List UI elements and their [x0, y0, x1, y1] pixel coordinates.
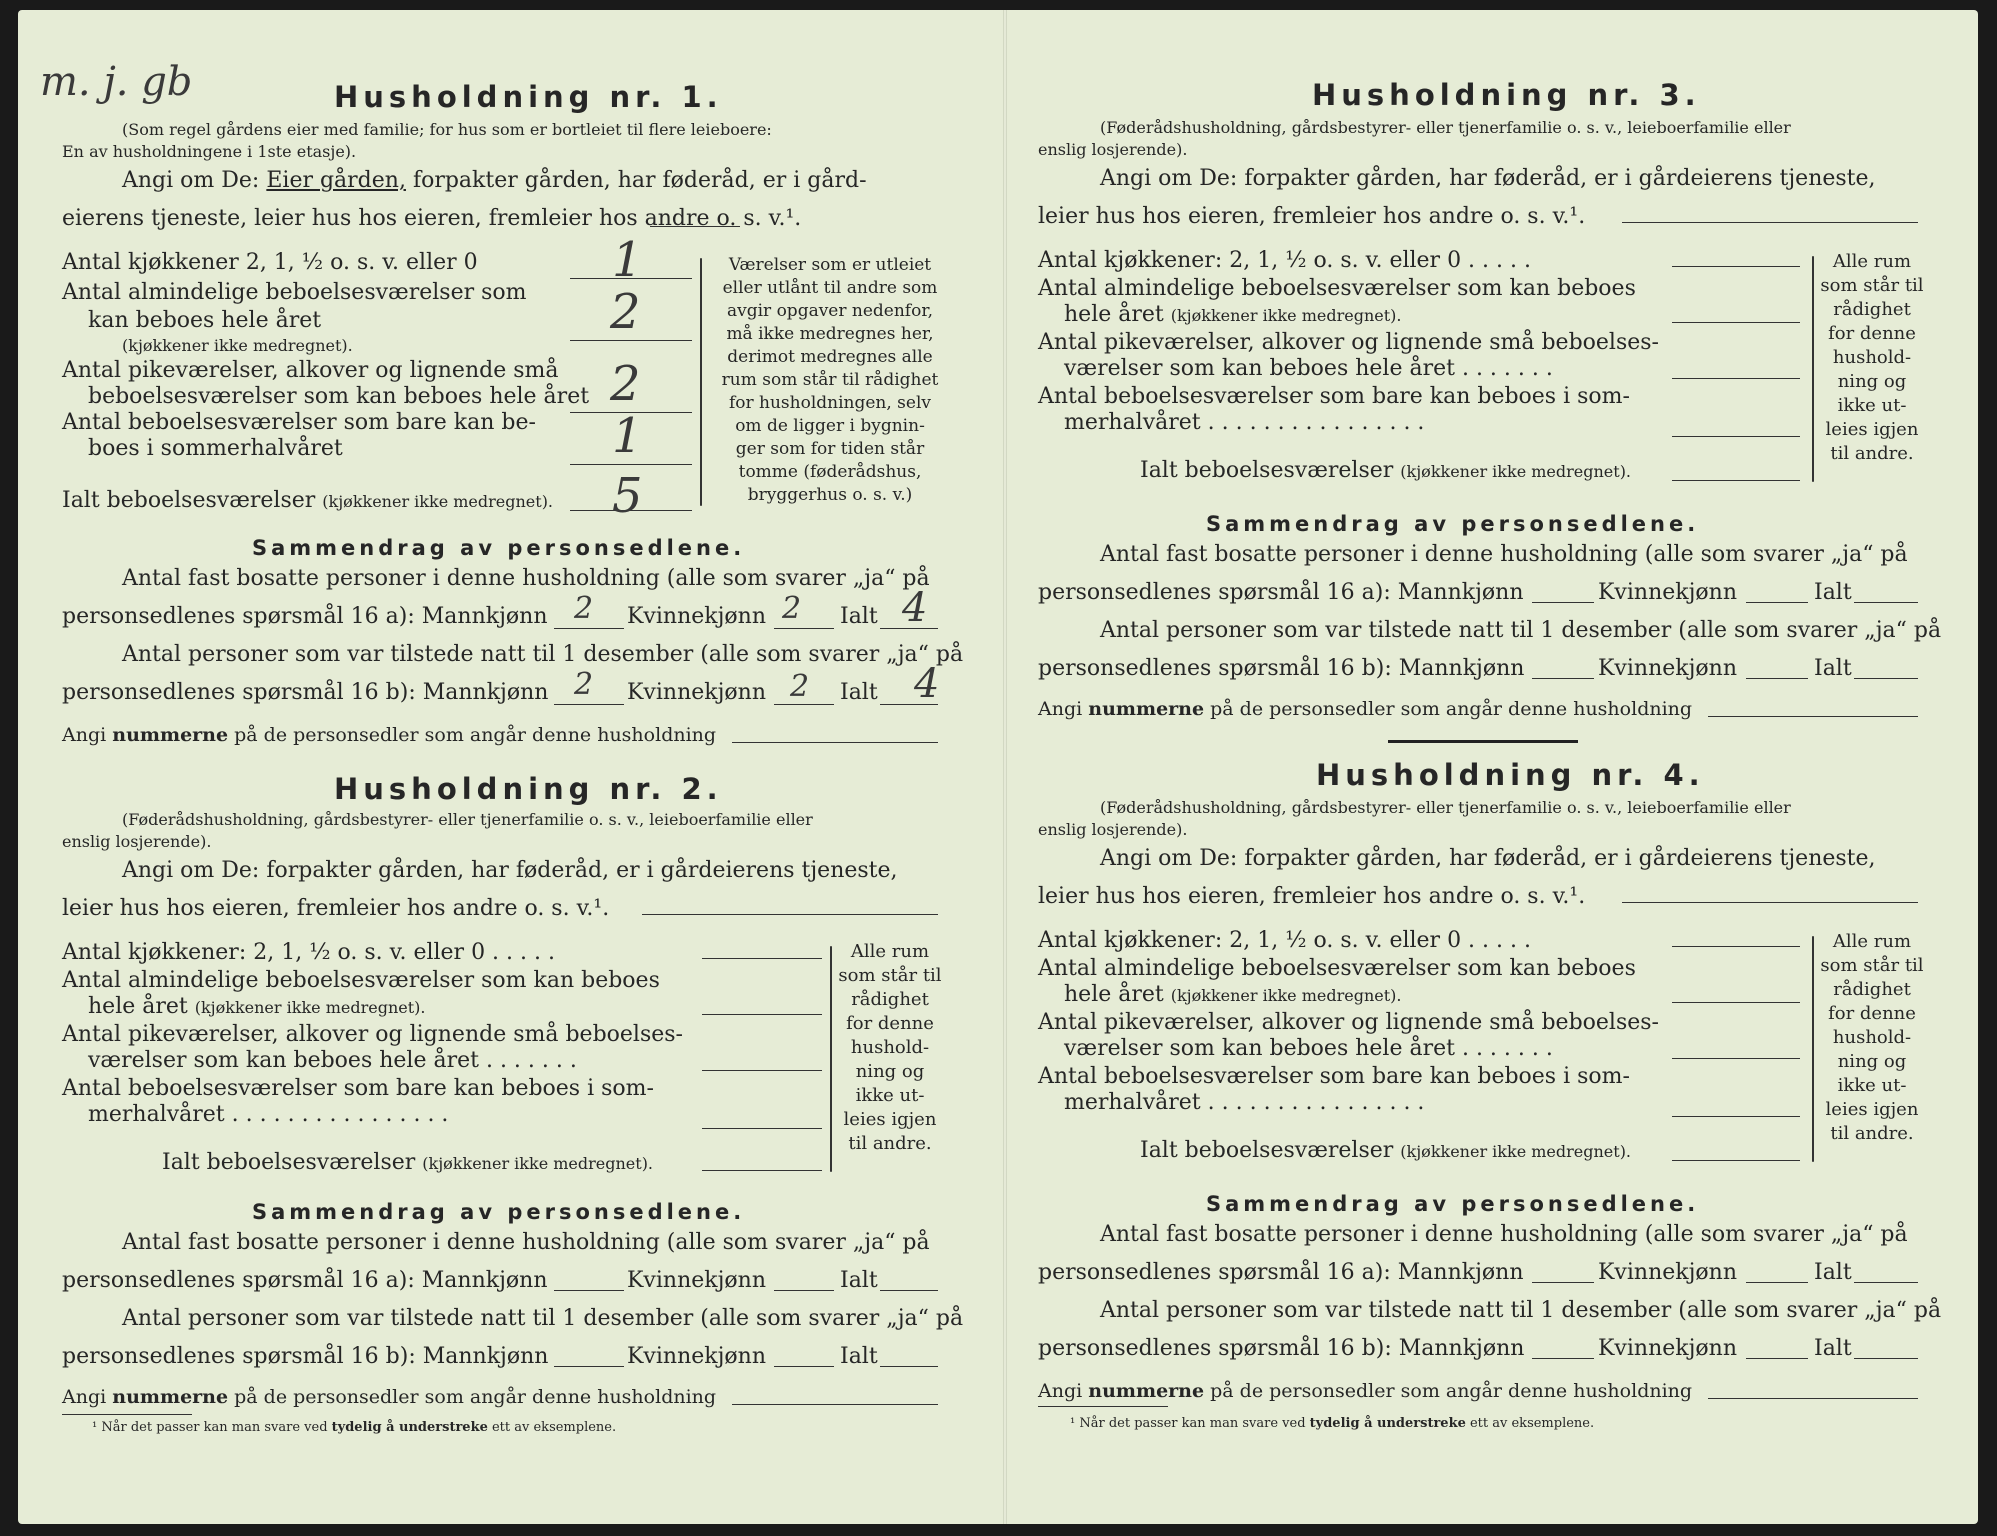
h2-s16a-text: Antal fast bosatte personer i denne husholdning (alle som svarer „ja“ på: [122, 1230, 930, 1255]
h4-line-alm: [1672, 1002, 1800, 1003]
h2-row-sommer-1: Antal beboelsesværelser som bare kan beboes i som-: [62, 1076, 654, 1101]
h2-s16b-kv-label: Kvinnekjønn: [627, 1344, 766, 1369]
h4-side-line: som står til: [1820, 955, 1924, 976]
h2-line-alm: [702, 1014, 822, 1015]
h1-side-line: om de ligger i bygnin-: [735, 416, 925, 436]
h2-brace: [830, 946, 832, 1172]
h1-s16a-ialt-label: Ialt: [840, 604, 878, 629]
h3-angi-2: leier hus hos eieren, fremleier hos andre o. s. v.¹.: [1038, 204, 1586, 229]
h1-s16a-kv-label: Kvinnekjønn: [627, 604, 766, 629]
h4-ialt-row: [1140, 1138, 1631, 1163]
h2-side-line: som står til: [838, 965, 942, 986]
h3-title: Husholdning nr. 3.: [1312, 78, 1701, 112]
footnote-right-pre: ¹ Når det passer kan man svare ved: [1070, 1416, 1310, 1431]
h3-row-alm-1: Antal almindelige beboelsesværelser som kan beboes: [1038, 276, 1636, 301]
h4-row-alm-1: Antal almindelige beboelsesværelser som kan beboes: [1038, 956, 1636, 981]
h4-summary-title: Sammendrag av personsedlene.: [1206, 1192, 1700, 1216]
h4-angi-line: [1622, 902, 1918, 903]
h2-title: Husholdning nr. 2.: [334, 772, 723, 806]
h1-ialt-row: [62, 488, 553, 513]
h1-s16b-kv-label: Kvinnekjønn: [627, 680, 766, 705]
h1-side-line: Værelser som er utleiet: [728, 255, 932, 275]
h4-s16b-ialt-label: Ialt: [1814, 1336, 1852, 1361]
h4-s16b-kv-label: Kvinnekjønn: [1598, 1336, 1737, 1361]
h4-row-kjokkener: Antal kjøkkener: 2, 1, ½ o. s. v. eller 0 . . . . .: [1038, 928, 1531, 953]
h3-s16a-mann-line: [1532, 602, 1594, 603]
h4-angi-2: leier hus hos eieren, fremleier hos andre o. s. v.¹.: [1038, 884, 1586, 909]
footnote-left-bold: tydelig å understreke: [331, 1420, 488, 1435]
h1-s16b-mann-value: 2: [574, 667, 594, 702]
h3-side-line: som står til: [1820, 275, 1924, 296]
h1-s16b-ialt-value: 4: [914, 661, 940, 707]
footnote-right-post: ett av eksemplene.: [1465, 1416, 1595, 1431]
h4-side-line: leies igjen: [1825, 1099, 1919, 1120]
h4-side-note: [1818, 930, 1926, 1146]
h1-s16b-mann-label: personsedlenes spørsmål 16 b): Mannkjønn: [62, 680, 549, 705]
h1-line-alm: [570, 340, 692, 341]
h1-nummerne-line: [732, 742, 938, 743]
h4-s16a-mann-line: [1532, 1282, 1594, 1283]
h4-row-pike-1: Antal pikeværelser, alkover og lignende små beboelses-: [1038, 1010, 1659, 1035]
h2-s16b-ialt-line: [880, 1366, 938, 1367]
h4-side-line: ning og: [1837, 1051, 1907, 1072]
h2-row-alm-2: [88, 994, 425, 1019]
h1-angi-pre: Angi om De:: [122, 168, 267, 193]
left-page: [42, 0, 964, 1510]
h3-s16a-ialt-line: [1854, 602, 1918, 603]
h4-side-line: Alle rum: [1832, 931, 1912, 952]
h1-side-line: tomme (føderådshus,: [738, 462, 922, 482]
h1-s16a-text: Antal fast bosatte personer i denne husholdning (alle som svarer „ja“ på: [122, 566, 930, 591]
h4-nummerne-post: på de personsedler som angår denne husholdning: [1204, 1380, 1693, 1402]
h4-line-pike: [1672, 1058, 1800, 1059]
h2-line-pike: [702, 1070, 822, 1071]
h3-side-note: [1818, 250, 1926, 466]
h3-row-kjokkener: Antal kjøkkener: 2, 1, ½ o. s. v. eller 0 . . . . .: [1038, 248, 1531, 273]
h2-s16a-kv-line: [774, 1290, 834, 1291]
h3-nummerne-line: [1708, 716, 1918, 717]
h3-side-line: rådighet: [1833, 299, 1911, 320]
h1-row-alm-note: (kjøkkener ikke medregnet).: [122, 336, 353, 355]
h2-row-sommer-2: merhalvåret . . . . . . . . . . . . . . . .: [88, 1102, 449, 1127]
h2-side-line: leies igjen: [843, 1109, 937, 1130]
h1-angi-line-2: eierens tjeneste, leier hus hos eieren, fremleier hos andre o. s. v.¹.: [62, 206, 802, 231]
h4-line-kjokkener: [1672, 946, 1800, 947]
h2-row-pike-1: Antal pikeværelser, alkover og lignende små beboelses-: [62, 1022, 683, 1047]
h1-side-line: må ikke medregnes her,: [726, 324, 934, 344]
h1-s16a-kv-value: 2: [782, 591, 802, 626]
page-fold: [1003, 10, 1007, 1524]
h2-ialt-label: Ialt beboelsesværelser: [162, 1150, 416, 1175]
h4-title: Husholdning nr. 4.: [1316, 758, 1705, 792]
h3-s16a-ialt-label: Ialt: [1814, 580, 1852, 605]
h1-nummerne-pre: Angi: [62, 724, 113, 746]
h1-side-line: derimot medregnes alle: [727, 347, 933, 367]
h3-row-alm-note: (kjøkkener ikke medregnet).: [1170, 306, 1402, 325]
h2-intro-1: (Føderådshusholdning, gårdsbestyrer- eller tjenerfamilie o. s. v., leieboerfamilie eller: [122, 810, 813, 829]
h3-row-alm-hele: hele året: [1064, 302, 1164, 327]
h1-row-sommer-2: boes i sommerhalvåret: [88, 436, 343, 461]
h2-angi-line: [642, 914, 938, 915]
h1-angi-eier-underlined: Eier gården,: [266, 168, 406, 193]
h4-side-line: rådighet: [1833, 979, 1911, 1000]
h1-side-line: ger som for tiden står: [735, 439, 925, 459]
h4-row-alm-2: [1064, 982, 1401, 1007]
h1-angi-line-1: [122, 168, 867, 193]
h2-s16a-mann-label: personsedlenes spørsmål 16 a): Mannkjønn: [62, 1268, 548, 1293]
h1-s16b-kv-line: [774, 704, 834, 705]
h1-row-alm-1: Antal almindelige beboelsesværelser som: [62, 280, 527, 305]
h4-line-ialt: [1672, 1160, 1800, 1161]
h4-nummerne-row: [1038, 1380, 1692, 1402]
h4-s16a-kv-label: Kvinnekjønn: [1598, 1260, 1737, 1285]
h3-line-pike: [1672, 378, 1800, 379]
h4-side-line: hushold-: [1832, 1027, 1912, 1048]
h3-ialt-note: (kjøkkener ikke medregnet).: [1400, 462, 1632, 481]
h2-side-line: til andre.: [848, 1133, 932, 1154]
h3-side-line: hushold-: [1832, 347, 1912, 368]
h1-s16a-ialt-value: 4: [902, 585, 928, 631]
h3-side-line: ning og: [1837, 371, 1907, 392]
right-page: [1018, 0, 1942, 1510]
h4-s16b-ialt-line: [1854, 1358, 1918, 1359]
h4-angi-1: Angi om De: forpakter gården, har føderåd, er i gårdeierens tjeneste,: [1100, 846, 1876, 871]
h4-side-line: for denne: [1828, 1003, 1916, 1024]
h4-nummerne-pre: Angi: [1038, 1380, 1089, 1402]
h3-s16a-kv-label: Kvinnekjønn: [1598, 580, 1737, 605]
h2-s16a-ialt-label: Ialt: [840, 1268, 878, 1293]
h1-row-pike-2: beboelsesværelser som kan beboes hele året: [88, 384, 590, 409]
h2-angi-2: leier hus hos eieren, fremleier hos andre o. s. v.¹.: [62, 896, 610, 921]
h1-s16b-kv-value: 2: [790, 669, 810, 704]
h4-side-line: ikke ut-: [1837, 1075, 1907, 1096]
h3-line-kjokkener: [1672, 266, 1800, 267]
h1-side-line: for husholdningen, selv: [728, 393, 932, 413]
h3-s16b-ialt-label: Ialt: [1814, 656, 1852, 681]
h2-side-line: hushold-: [850, 1037, 930, 1058]
h3-line-ialt: [1672, 480, 1800, 481]
h2-row-pike-2: værelser som kan beboes hele året . . . . . . .: [88, 1048, 577, 1073]
h1-s16a-kv-line: [774, 628, 834, 629]
h1-line-sommer: [570, 464, 692, 465]
h1-angi-rest: forpakter gården, har føderåd, er i gård-: [405, 168, 867, 193]
h3-angi-1: Angi om De: forpakter gården, har føderåd, er i gårdeierens tjeneste,: [1100, 166, 1876, 191]
h4-ialt-note: (kjøkkener ikke medregnet).: [1400, 1142, 1632, 1161]
h1-value-sommer: 1: [612, 408, 643, 464]
h4-s16b-mann-label: personsedlenes spørsmål 16 b): Mannkjønn: [1038, 1336, 1525, 1361]
h3-side-line: Alle rum: [1832, 251, 1912, 272]
h4-brace: [1812, 936, 1814, 1162]
h3-ialt-label: Ialt beboelsesværelser: [1140, 458, 1394, 483]
h4-s16b-kv-line: [1746, 1358, 1808, 1359]
h2-s16a-kv-label: Kvinnekjønn: [627, 1268, 766, 1293]
h4-row-alm-hele: hele året: [1064, 982, 1164, 1007]
h3-summary-title: Sammendrag av personsedlene.: [1206, 512, 1700, 536]
h2-row-alm-1: [62, 968, 660, 993]
h1-ialt-label: Ialt beboelsesværelser: [62, 488, 316, 513]
h2-side-line: ikke ut-: [855, 1085, 925, 1106]
h2-nummerne-row: [62, 1386, 716, 1408]
h1-s16a-mann-line: [554, 628, 624, 629]
footnote-left-pre: ¹ Når det passer kan man svare ved: [92, 1420, 332, 1435]
h1-s16a-mann-value: 2: [574, 591, 594, 626]
h1-value-kjokkener: 1: [612, 232, 643, 288]
footnote-left: [92, 1420, 616, 1435]
h3-s16b-text: Antal personer som var tilstede natt til 1 desember (alle som svarer „ja“ på: [1100, 618, 1942, 643]
h2-s16b-mann-line: [554, 1366, 624, 1367]
h1-nummerne-row: [62, 724, 716, 746]
h1-row-alm-2: kan beboes hele året: [88, 308, 322, 333]
h4-s16a-kv-line: [1746, 1282, 1808, 1283]
h1-row-kjokkener: Antal kjøkkener 2, 1, ½ o. s. v. eller 0: [62, 250, 478, 275]
h4-row-pike-2: værelser som kan beboes hele året . . . . . . .: [1064, 1036, 1553, 1061]
h2-side-line: for denne: [846, 1013, 934, 1034]
h4-ialt-label: Ialt beboelsesværelser: [1140, 1138, 1394, 1163]
h4-nummerne-bold: nummerne: [1088, 1380, 1205, 1402]
h2-s16b-text: Antal personer som var tilstede natt til 1 desember (alle som svarer „ja“ på: [122, 1306, 964, 1331]
h4-intro-1: (Føderådshusholdning, gårdsbestyrer- eller tjenerfamilie o. s. v., leieboerfamilie eller: [1100, 798, 1791, 817]
h3-nummerne-row: [1038, 698, 1692, 720]
h2-s16a-mann-line: [554, 1290, 624, 1291]
h3-angi-line: [1622, 222, 1918, 223]
h2-side-note: [836, 940, 944, 1156]
h3-s16b-mann-line: [1532, 678, 1594, 679]
h1-summary-title: Sammendrag av personsedlene.: [252, 536, 746, 560]
h3-row-sommer-2: merhalvåret . . . . . . . . . . . . . . . .: [1064, 410, 1425, 435]
h4-row-sommer-2: merhalvåret . . . . . . . . . . . . . . . .: [1064, 1090, 1425, 1115]
h1-s16a-row: [62, 604, 547, 629]
h3-nummerne-post: på de personsedler som angår denne husholdning: [1204, 698, 1693, 720]
h1-s16b-ialt-label: Ialt: [840, 680, 878, 705]
h2-nummerne-bold: nummerne: [112, 1386, 229, 1408]
corner-annotation: m. j. gb: [40, 59, 193, 105]
h2-angi-1: Angi om De: forpakter gården, har føderåd, er i gårdeierens tjeneste,: [122, 858, 898, 883]
h4-intro-2: enslig losjerende).: [1038, 820, 1188, 839]
h1-row-pike-1: Antal pikeværelser, alkover og lignende små: [62, 358, 559, 383]
section-divider: [1388, 740, 1578, 743]
h2-intro-2: enslig losjerende).: [62, 832, 212, 851]
h4-row-alm-note: (kjøkkener ikke medregnet).: [1170, 986, 1402, 1005]
h3-s16a-mann-label: personsedlenes spørsmål 16 a): Mannkjønn: [1038, 580, 1524, 605]
h4-line-sommer: [1672, 1116, 1800, 1117]
footnote-rule-right: [1038, 1406, 1168, 1407]
h2-ialt-note: (kjøkkener ikke medregnet).: [422, 1154, 654, 1173]
footnote-rule-left: [62, 1414, 192, 1415]
h2-nummerne-pre: Angi: [62, 1386, 113, 1408]
h3-nummerne-bold: nummerne: [1088, 698, 1205, 720]
h1-value-ialt: 5: [612, 468, 643, 524]
h1-brace: [700, 258, 702, 506]
h2-side-line: rådighet: [851, 989, 929, 1010]
h1-nummerne-bold: nummerne: [112, 724, 229, 746]
h2-nummerne-line: [732, 1404, 938, 1405]
h2-side-line: ning og: [855, 1061, 925, 1082]
h3-side-line: ikke ut-: [1837, 395, 1907, 416]
h3-s16b-kv-line: [1746, 678, 1808, 679]
h3-intro-1: (Føderådshusholdning, gårdsbestyrer- eller tjenerfamilie o. s. v., leieboerfamilie eller: [1100, 118, 1791, 137]
h3-s16a-kv-line: [1746, 602, 1808, 603]
h1-intro-1: (Som regel gårdens eier med familie; for hus som er bortleiet til flere leieboere:: [122, 120, 772, 139]
h3-ialt-row: [1140, 458, 1631, 483]
h3-s16b-ialt-line: [1854, 678, 1918, 679]
h1-nummerne-post: på de personsedler som angår denne husholdning: [228, 724, 717, 746]
h2-s16b-kv-line: [774, 1366, 834, 1367]
h1-s16a-mann-label: personsedlenes spørsmål 16 a): Mannkjønn: [62, 604, 548, 629]
h1-side-line: eller utlånt til andre som: [722, 278, 938, 298]
h2-line-sommer: [702, 1128, 822, 1129]
h3-nummerne-pre: Angi: [1038, 698, 1089, 720]
h2-row-kjokkener: Antal kjøkkener: 2, 1, ½ o. s. v. eller 0 . . . . .: [62, 940, 555, 965]
h3-side-line: leies igjen: [1825, 419, 1919, 440]
h1-title: Husholdning nr. 1.: [334, 80, 723, 114]
h4-s16a-ialt-line: [1854, 1282, 1918, 1283]
footnote-left-post: ett av eksemplene.: [487, 1420, 617, 1435]
h1-value-alm: 2: [610, 284, 641, 340]
h3-line-alm: [1672, 322, 1800, 323]
h3-row-alm-2: [1064, 302, 1401, 327]
h3-s16a-text: Antal fast bosatte personer i denne husholdning (alle som svarer „ja“ på: [1100, 542, 1908, 567]
h4-row-sommer-1: Antal beboelsesværelser som bare kan beboes i som-: [1038, 1064, 1630, 1089]
h1-ialt-note: (kjøkkener ikke medregnet).: [322, 492, 554, 511]
h2-s16b-ialt-label: Ialt: [840, 1344, 878, 1369]
h1-row-sommer-1: Antal beboelsesværelser som bare kan be-: [62, 410, 536, 435]
h1-side-line: avgir opgaver nedenfor,: [726, 301, 933, 321]
h2-row-alm-text: Antal almindelige beboelsesværelser som kan beboes: [62, 968, 660, 993]
h3-line-sommer: [1672, 436, 1800, 437]
h1-s16b-text: Antal personer som var tilstede natt til 1 desember (alle som svarer „ja“ på: [122, 642, 964, 667]
h4-nummerne-line: [1708, 1398, 1918, 1399]
h1-side-line: rum som står til rådighet: [721, 370, 939, 390]
h2-summary-title: Sammendrag av personsedlene.: [252, 1200, 746, 1224]
h1-side-note: [710, 254, 950, 507]
h4-s16b-mann-line: [1532, 1358, 1594, 1359]
h2-line-ialt: [702, 1170, 822, 1171]
h3-row-sommer-1: Antal beboelsesværelser som bare kan beboes i som-: [1038, 384, 1630, 409]
footnote-right: [1070, 1416, 1594, 1431]
h1-side-line: bryggerhus o. s. v.): [747, 485, 913, 505]
h3-s16b-mann-label: personsedlenes spørsmål 16 b): Mannkjønn: [1038, 656, 1525, 681]
h4-s16a-text: Antal fast bosatte personer i denne husholdning (alle som svarer „ja“ på: [1100, 1222, 1908, 1247]
h1-angi-answer-line: [650, 226, 740, 227]
h2-ialt-row: [162, 1150, 653, 1175]
h4-s16b-text: Antal personer som var tilstede natt til 1 desember (alle som svarer „ja“ på: [1100, 1298, 1942, 1323]
h1-value-pike: 2: [610, 356, 641, 412]
h3-s16b-kv-label: Kvinnekjønn: [1598, 656, 1737, 681]
h3-intro-2: enslig losjerende).: [1038, 140, 1188, 159]
h3-brace: [1812, 256, 1814, 482]
h2-side-line: Alle rum: [850, 941, 930, 962]
h2-nummerne-post: på de personsedler som angår denne husholdning: [228, 1386, 717, 1408]
h2-row-alm-note: (kjøkkener ikke medregnet).: [194, 998, 426, 1017]
footnote-right-bold: tydelig å understreke: [1309, 1416, 1466, 1431]
h2-s16a-ialt-line: [880, 1290, 938, 1291]
h1-intro-2: En av husholdningene i 1ste etasje).: [62, 142, 357, 161]
h2-s16b-mann-label: personsedlenes spørsmål 16 b): Mannkjønn: [62, 1344, 549, 1369]
h4-s16a-ialt-label: Ialt: [1814, 1260, 1852, 1285]
h4-s16a-mann-label: personsedlenes spørsmål 16 a): Mannkjønn: [1038, 1260, 1524, 1285]
h3-side-line: til andre.: [1830, 443, 1914, 464]
h1-s16b-mann-line: [554, 704, 624, 705]
h3-side-line: for denne: [1828, 323, 1916, 344]
h3-row-pike-2: værelser som kan beboes hele året . . . . . . .: [1064, 356, 1553, 381]
h3-row-pike-1: Antal pikeværelser, alkover og lignende små beboelses-: [1038, 330, 1659, 355]
h2-row-alm-hele: hele året: [88, 994, 188, 1019]
h2-line-kjokkener: [702, 958, 822, 959]
h4-side-line: til andre.: [1830, 1123, 1914, 1144]
